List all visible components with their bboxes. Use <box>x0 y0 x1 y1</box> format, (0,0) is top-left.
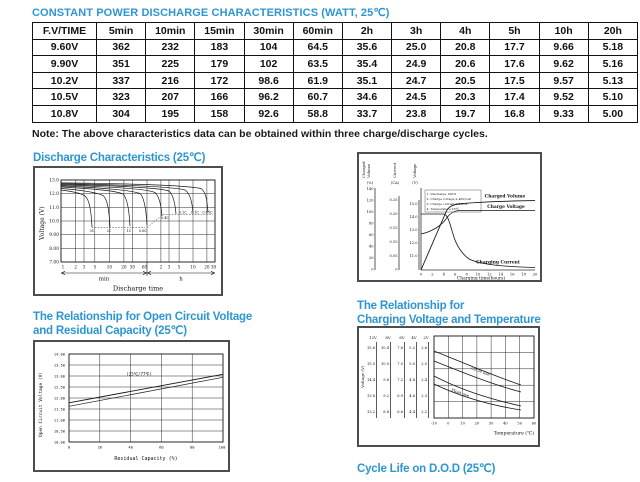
x-tick: 18 <box>521 272 526 277</box>
axis2-unit: (CA) <box>390 181 400 185</box>
legend-line: 2. Charge voltage 2.40V/cell <box>426 197 472 201</box>
temperature-chart <box>357 326 540 447</box>
y-tick: 14.00 <box>53 352 65 357</box>
curve-label: 0.05C <box>202 210 213 215</box>
legend-line: 3. Charge current 0.20CA <box>426 202 468 206</box>
ocv-line-lower <box>69 377 223 406</box>
table-cell: 61.9 <box>293 72 342 89</box>
table-cell: 232 <box>146 39 195 56</box>
table-cell: 63.5 <box>293 56 342 73</box>
x-tick: 5 <box>93 264 97 270</box>
grid <box>69 354 223 442</box>
charging-curve-labels <box>476 195 525 266</box>
tick: 0 <box>371 267 374 272</box>
table-cell: 9.90V <box>33 56 97 73</box>
x-tick: 80 <box>189 445 195 450</box>
x-tick: 30 <box>210 264 217 270</box>
y-tick: 12.0 <box>49 192 59 198</box>
table-cell: 5.13 <box>588 72 637 89</box>
scale-header: 12V <box>369 335 377 340</box>
curve-label: 0.4C <box>161 216 169 220</box>
table-cell: 4h <box>441 23 490 40</box>
x-tick: 5 <box>177 264 181 270</box>
scale-value: 10.4 <box>380 346 389 350</box>
scale-value: 2.2 <box>421 410 427 414</box>
y-tick-labels <box>49 179 59 266</box>
scale-header: 6V <box>399 335 405 340</box>
table-cell: 98.6 <box>244 72 293 89</box>
scale-value: 4.8 <box>409 378 415 382</box>
axis1-unit: (%) <box>366 181 374 185</box>
table-cell: 64.5 <box>293 39 342 56</box>
legend-line: 1. Discharge 100% <box>426 192 457 196</box>
x-axis-label: Discharge time <box>112 284 164 293</box>
scale-value: 6.9 <box>397 394 403 398</box>
table-cell: 34.6 <box>342 89 391 106</box>
x-tick: 10 <box>475 272 481 277</box>
charging-chart <box>357 152 542 282</box>
cycle-use-lower <box>434 361 521 392</box>
table-cell: 17.5 <box>490 72 539 89</box>
x-tick: 10 <box>106 264 113 270</box>
table-cell: 337 <box>97 72 146 89</box>
y-tick: 10.0 <box>49 219 59 225</box>
x-tick: 30 <box>488 421 494 426</box>
table-cell: 225 <box>146 56 195 73</box>
table-cell: 5h <box>490 23 539 40</box>
table-cell: 35.1 <box>342 72 391 89</box>
scale-value: 7.2 <box>397 378 403 382</box>
cycle-life-heading: Cycle Life on D.O.D (25℃) <box>357 463 496 475</box>
x-tick: 20 <box>204 264 210 270</box>
table-cell: 9.66 <box>539 39 588 56</box>
charged-volume-label: Charged Volume <box>484 194 526 200</box>
table-cell: 102 <box>244 56 293 73</box>
tick: 12.0 <box>409 241 418 245</box>
table-cell: 10.8V <box>33 105 97 122</box>
ocv-heading-line1: The Relationship for Open Circuit Voltage <box>33 311 253 323</box>
tick: 0.15 <box>389 226 398 230</box>
current-ticks <box>389 198 398 272</box>
scale-value: 13.2 <box>366 410 375 414</box>
tick: 13.0 <box>409 228 418 232</box>
y-tick: 11.00 <box>53 418 65 423</box>
tick: 100 <box>366 210 374 214</box>
scale-value: 7.8 <box>397 346 403 350</box>
temp-chart-heading <box>357 299 587 327</box>
curve-label: 0.2C <box>179 210 187 215</box>
x-tick: 4 <box>442 272 445 277</box>
table-cell: 10.2V <box>33 72 97 89</box>
table-cell: 9.57 <box>539 72 588 89</box>
discharge-chart-svg <box>35 168 221 294</box>
table-cell: 9.60V <box>33 39 97 56</box>
x-axis-label: Residual Capacity (%) <box>114 456 178 462</box>
table-cell: 351 <box>97 56 146 73</box>
y-tick: 12.00 <box>53 396 65 401</box>
table-cell: 23.8 <box>392 105 441 122</box>
scale-value: 2.5 <box>421 362 427 366</box>
unit-h-label: h <box>179 276 183 283</box>
table-cell: 60min <box>293 23 342 40</box>
y-tick: 7.00 <box>49 260 59 266</box>
y-tick: 8.00 <box>49 246 59 252</box>
tick: 15.0 <box>409 202 418 206</box>
axis1-title-word2: Volume <box>366 163 371 178</box>
x-tick: 20 <box>97 445 103 450</box>
x-tick: 30 <box>129 264 136 270</box>
y-axis-label: Voltage (V) <box>39 206 46 240</box>
x-tick: 8 <box>465 272 468 277</box>
tick: 0.05 <box>389 254 398 258</box>
x-tick: 50 <box>517 421 522 426</box>
table-row <box>33 39 638 56</box>
table-cell: 17.4 <box>490 89 539 106</box>
curve-label: 0.6C <box>139 228 147 233</box>
x-tick: 0 <box>67 445 71 450</box>
x-tick-labels <box>68 446 225 450</box>
table-cell: 24.9 <box>392 56 441 73</box>
tick: 60 <box>368 233 374 237</box>
axis3-unit: (V) <box>412 181 418 185</box>
table-cell: 35.4 <box>342 56 391 73</box>
x-tick: 2 <box>431 272 434 277</box>
y-tick: 13.50 <box>53 363 65 368</box>
table-header-row <box>33 23 638 40</box>
table-cell: 35.6 <box>342 39 391 56</box>
x-tick: 10 <box>460 421 465 426</box>
float-use-label: Float use <box>450 387 471 399</box>
table-row <box>33 89 638 106</box>
table-cell: 195 <box>146 105 195 122</box>
table-cell: 5.00 <box>588 105 637 122</box>
table-row <box>33 105 638 122</box>
x-tick: 2 <box>159 264 163 270</box>
x-tick: 6 <box>454 272 457 277</box>
tick: 20 <box>368 256 374 260</box>
table-cell: 172 <box>195 72 244 89</box>
scale-value: 15.6 <box>366 346 375 350</box>
x-tick: 20 <box>474 421 480 426</box>
discharge-chart <box>33 166 223 296</box>
table-cell: 25.0 <box>392 39 441 56</box>
scale-headers <box>369 335 429 340</box>
scale-value: 2.6 <box>421 346 427 350</box>
table-cell: 9.52 <box>539 89 588 106</box>
curve-labels <box>90 210 213 233</box>
curve-label: 2C <box>106 228 112 233</box>
table-cell: 19.7 <box>441 105 490 122</box>
table-cell: 20.6 <box>441 56 490 73</box>
table-header <box>33 23 638 40</box>
y-tick: 13.0 <box>49 178 59 184</box>
x-tick: 0 <box>419 272 423 277</box>
table-cell: 60.7 <box>293 89 342 106</box>
table-cell: 304 <box>97 105 146 122</box>
curve-label: 0.1C <box>191 210 199 215</box>
scale-value: 6.6 <box>397 410 403 414</box>
charging-chart-svg <box>359 154 540 280</box>
grid <box>61 180 215 262</box>
x-tick-labels <box>431 422 537 426</box>
x-tick: 0 <box>447 421 450 426</box>
cycle-use-label: Cycle use <box>470 365 491 377</box>
tick: 140 <box>366 187 374 191</box>
scale-value: 2.4 <box>421 378 427 382</box>
scale-value: 5.0 <box>409 362 415 366</box>
ocv-chart <box>33 340 230 472</box>
table-cell: 104 <box>244 39 293 56</box>
axis-titles <box>361 161 418 185</box>
x-tick: 3 <box>82 264 86 270</box>
tick: 80 <box>368 221 374 226</box>
y-axis-label: Voltage (V) <box>360 365 365 388</box>
table-cell: 33.7 <box>342 105 391 122</box>
table-cell: 17.6 <box>490 56 539 73</box>
table-cell: F.V/TIME <box>33 23 97 40</box>
y-tick: 10.00 <box>53 440 65 445</box>
ocv-chart-svg <box>35 342 228 470</box>
table-cell: 17.7 <box>490 39 539 56</box>
x-axis-label: Temperature (℃) <box>493 431 534 437</box>
table-cell: 207 <box>146 89 195 106</box>
x-tick: 20 <box>532 272 538 277</box>
scale-value: 15.0 <box>366 362 375 366</box>
table-cell: 30min <box>244 23 293 40</box>
table-cell: 10h <box>539 23 588 40</box>
axis3-title: Voltage <box>412 163 417 178</box>
scale-value: 4.4 <box>409 410 415 414</box>
temperature-annotation: (25℃/77℉) <box>126 371 152 377</box>
curve-label: 3C <box>89 228 95 233</box>
x-tick: 14 <box>498 272 504 277</box>
x-tick: 40 <box>128 445 133 450</box>
page-title: CONSTANT POWER DISCHARGE CHARACTERISTICS (WATT, 25℃) <box>32 7 390 19</box>
table-cell: 16.8 <box>490 105 539 122</box>
unit-min-label: min <box>98 276 110 283</box>
table-cell: 24.7 <box>392 72 441 89</box>
tick: 0 <box>395 267 398 272</box>
table-cell: 166 <box>195 89 244 106</box>
scale-value: 4.6 <box>409 394 415 398</box>
tick: 0.25 <box>389 198 398 202</box>
tick: 120 <box>366 198 374 203</box>
voltage-ticks <box>409 202 418 258</box>
x-tick: 2 <box>74 264 77 270</box>
charge-voltage-label: Charge Voltage <box>487 205 525 210</box>
table-cell: 15min <box>195 23 244 40</box>
table-cell: 92.6 <box>244 105 293 122</box>
axis2-title: Current <box>392 162 397 178</box>
x-tick: 40 <box>503 421 508 426</box>
y-tick: 12.50 <box>53 385 65 390</box>
table-cell: 9.62 <box>539 56 588 73</box>
table-cell: 20h <box>588 23 637 40</box>
tick: 14.0 <box>409 215 418 219</box>
x-tick: 60 <box>159 445 164 450</box>
y-tick: 10.50 <box>53 429 65 434</box>
axis1-title-word1: Charged <box>361 161 366 178</box>
table-cell: 10.5V <box>33 89 97 106</box>
x-tick: 60 <box>141 264 148 270</box>
scale-value: 2.3 <box>421 394 427 398</box>
charging-current-label: Charging Current <box>476 260 520 266</box>
table-cell: 2h <box>342 23 391 40</box>
x-tick: 60 <box>531 421 537 426</box>
tick: 0.20 <box>389 212 398 216</box>
scale-value: 9.2 <box>383 394 389 398</box>
table-cell: 58.8 <box>293 105 342 122</box>
table-cell: 96.2 <box>244 89 293 106</box>
x-tick: 10 <box>190 264 196 270</box>
table-cell: 216 <box>146 72 195 89</box>
scale-header: 2V <box>423 335 429 340</box>
scale-value: 10.0 <box>380 362 389 366</box>
x-tick: 12 <box>487 272 492 277</box>
ocv-chart-heading <box>33 310 263 338</box>
y-tick: 11.0 <box>49 205 59 211</box>
x-tick: 20 <box>121 264 127 270</box>
table-cell: 10min <box>146 23 195 40</box>
table-cell: 323 <box>97 89 146 106</box>
discharge-chart-heading: Discharge Characteristics (25℃) <box>33 152 206 164</box>
x-tick: -10 <box>431 421 437 426</box>
table-cell: 9.33 <box>539 105 588 122</box>
scale-values <box>367 346 428 414</box>
table-cell: 5.18 <box>588 39 637 56</box>
table-cell: 5.16 <box>588 56 637 73</box>
x-tick: 16 <box>509 272 515 277</box>
x-tick-labels <box>62 265 217 270</box>
temperature-chart-svg <box>359 328 538 445</box>
x-axis-label: Charging time(hours) <box>456 276 506 280</box>
tick: 40 <box>368 244 374 249</box>
table-cell: 20.8 <box>441 39 490 56</box>
y-tick: 11.50 <box>53 407 65 412</box>
curve-3c <box>61 190 92 227</box>
scale-value: 7.5 <box>397 362 403 366</box>
scale-value: 5.2 <box>409 346 415 350</box>
scale-value: 14.4 <box>366 378 375 382</box>
charging-current-curve <box>421 214 535 268</box>
temp-heading-line2: Charging Voltage and Temperature <box>357 314 541 326</box>
table-body <box>33 39 638 122</box>
tick: 0.10 <box>389 240 398 244</box>
y-tick-labels <box>54 352 65 444</box>
table-cell: 5min <box>97 23 146 40</box>
constant-power-table <box>32 22 638 123</box>
curve-label: 1C <box>126 228 132 233</box>
temperature-curves <box>434 351 521 410</box>
scale-value: 9.6 <box>383 378 389 382</box>
table-cell: 183 <box>195 39 244 56</box>
temp-heading-line1: The Relationship for <box>357 300 465 312</box>
table-cell: 20.5 <box>441 72 490 89</box>
y-axis-label: Open Circuit Voltage (V) <box>39 371 44 437</box>
x-tick: 100 <box>218 445 226 450</box>
ocv-heading-line2: and Residual Capacity (25℃) <box>33 325 187 337</box>
scale-value: 8.8 <box>383 410 389 414</box>
scale-header: 4V <box>411 335 417 340</box>
note-text: Note: The above characteristics data can be obtained within three charge/discharge cycles. <box>32 128 488 140</box>
legend-line: 4. Temperature 25℃ <box>426 207 460 211</box>
y-tick: 13.00 <box>53 374 65 379</box>
table-cell: 362 <box>97 39 146 56</box>
scale-header: 8V <box>385 335 391 340</box>
table-cell: 20.3 <box>441 89 490 106</box>
table-cell: 179 <box>195 56 244 73</box>
x-tick: 3 <box>167 264 171 270</box>
table-row <box>33 56 638 73</box>
table-row <box>33 72 638 89</box>
y-tick: 9.00 <box>49 233 59 239</box>
ocv-line-upper <box>69 371 223 403</box>
table-cell: 158 <box>195 105 244 122</box>
tick: 11.0 <box>409 254 418 258</box>
scale-value: 13.8 <box>366 394 375 398</box>
table-cell: 3h <box>392 23 441 40</box>
ocv-lines <box>69 371 223 406</box>
table-cell: 5.10 <box>588 89 637 106</box>
x-tick: 1 <box>61 264 65 270</box>
volume-ticks <box>367 187 375 272</box>
table-cell: 24.5 <box>392 89 441 106</box>
